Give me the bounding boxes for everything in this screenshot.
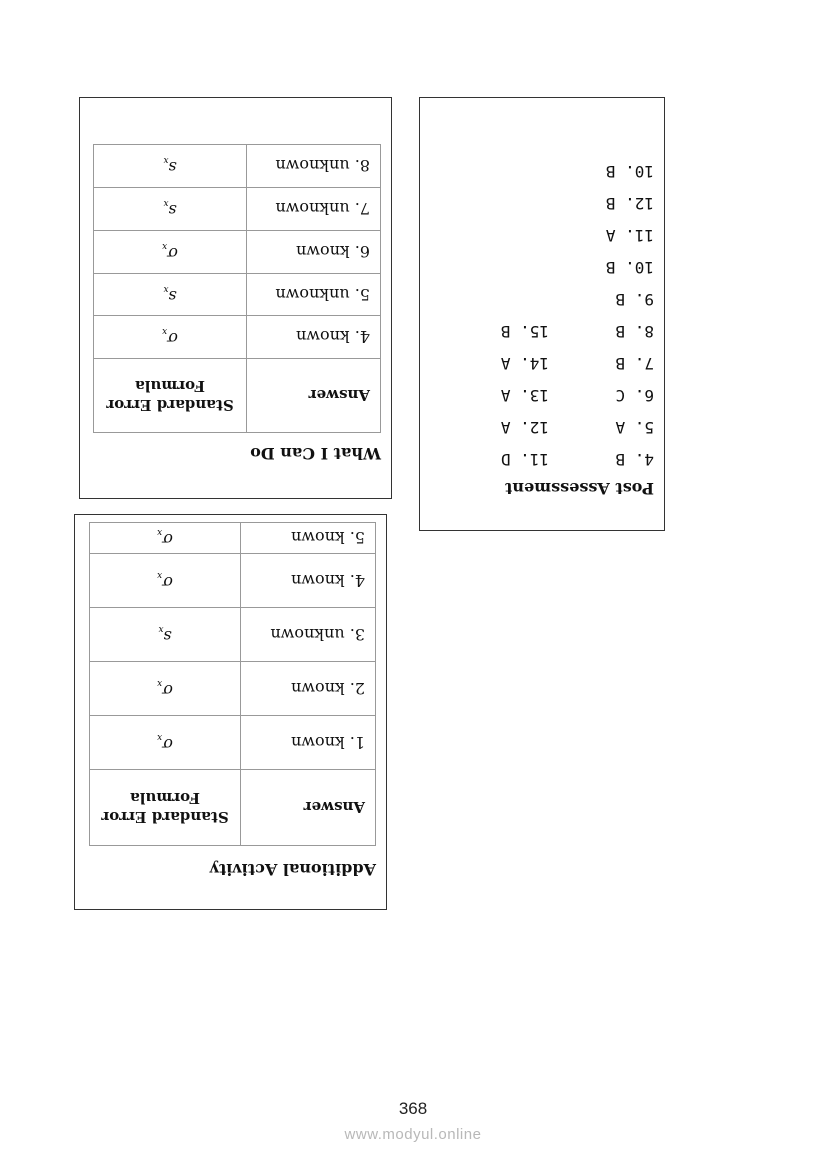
- what-i-can-do-content: [80, 98, 391, 498]
- table-row: [94, 145, 381, 188]
- answer-cell: 3. unknown: [241, 608, 376, 662]
- formula-cell: [94, 188, 247, 231]
- formula-symbol: σ: [162, 680, 173, 700]
- answer-left: 4. B: [615, 450, 654, 469]
- post-assessment-content: [420, 98, 664, 530]
- answer-left: 5. A: [615, 418, 654, 437]
- table-row: [90, 554, 376, 608]
- formula-symbol: s: [168, 158, 177, 178]
- formula-symbol: s: [168, 286, 177, 306]
- formula-cell: [94, 145, 247, 188]
- formula-symbol: σ: [162, 734, 173, 754]
- formula-subscript: x: [162, 240, 168, 251]
- formula-symbol: s: [163, 626, 172, 646]
- table-header-row: [94, 359, 381, 433]
- answer-left: 9. B: [615, 290, 654, 309]
- formula-subscript: x: [163, 154, 169, 165]
- formula-subscript: x: [157, 677, 163, 688]
- answer-line: [615, 290, 654, 309]
- formula-subscript: x: [158, 623, 164, 634]
- answer-header: Answer: [241, 770, 376, 846]
- what-i-can-do-title: What I Can Do: [250, 444, 381, 463]
- formula-symbol: σ: [167, 329, 178, 349]
- answer-cell: 4. known: [247, 316, 381, 359]
- table-row: [94, 316, 381, 359]
- answer-left: 12. B: [605, 194, 654, 213]
- table-row: [94, 231, 381, 274]
- additional-activity-table: [89, 522, 376, 846]
- answer-left: 8. B: [615, 322, 654, 341]
- answer-left: 6. C: [615, 386, 654, 405]
- formula-subscript: x: [157, 526, 163, 537]
- answer-left: 10. B: [605, 258, 654, 277]
- formula-subscript: x: [163, 283, 169, 294]
- formula-subscript: x: [163, 197, 169, 208]
- formula-cell: [90, 523, 241, 554]
- formula-symbol: σ: [162, 530, 173, 550]
- additional-activity-box: [74, 514, 387, 910]
- answer-cell: 6. known: [247, 231, 381, 274]
- answer-cell: 7. unknown: [247, 188, 381, 231]
- formula-cell: [90, 608, 241, 662]
- formula-cell: [90, 662, 241, 716]
- table-row: [90, 608, 376, 662]
- answer-line: [606, 162, 654, 181]
- formula-symbol: σ: [167, 244, 178, 264]
- answer-cell: 4. known: [241, 554, 376, 608]
- table-row: [90, 523, 376, 554]
- formula-header: Standard Error Formula: [94, 359, 247, 433]
- page-number: 368: [398, 1099, 428, 1118]
- formula-cell: [94, 231, 247, 274]
- watermark: www.modyul.online: [344, 1126, 482, 1143]
- answer-left: 7. B: [615, 354, 654, 373]
- answer-line: [606, 226, 654, 245]
- answer-line: [606, 194, 654, 213]
- answer-cell: 1. known: [241, 716, 376, 770]
- answer-header: Answer: [247, 359, 381, 433]
- formula-cell: [90, 554, 241, 608]
- answer-right: 12. A: [500, 418, 549, 437]
- table-row: [94, 188, 381, 231]
- formula-subscript: x: [162, 325, 168, 336]
- answer-right: 14. A: [500, 354, 549, 373]
- answer-line: [500, 450, 654, 469]
- what-i-can-do-table: [93, 144, 381, 433]
- answer-left: 11. A: [605, 226, 654, 245]
- answer-right: 11. D: [500, 450, 549, 469]
- answer-line: [606, 258, 654, 277]
- answer-line: [500, 418, 654, 437]
- answer-left: 10. B: [605, 162, 654, 181]
- answer-right: 13. A: [500, 386, 549, 405]
- answer-cell: 8. unknown: [247, 145, 381, 188]
- table-row: [90, 716, 376, 770]
- additional-activity-content: [75, 515, 386, 909]
- what-i-can-do-box: [79, 97, 392, 499]
- post-assessment-box: [419, 97, 665, 531]
- formula-symbol: s: [168, 201, 177, 221]
- post-assessment-title: Post Assessment: [505, 479, 654, 498]
- answer-cell: 5. known: [241, 523, 376, 554]
- formula-symbol: σ: [162, 572, 173, 592]
- answer-cell: 2. known: [241, 662, 376, 716]
- answer-line: [500, 354, 654, 373]
- answer-right: 15. B: [500, 322, 549, 341]
- formula-header: Standard Error Formula: [90, 770, 241, 846]
- table-row: [90, 662, 376, 716]
- additional-activity-title: Additional Activity: [209, 860, 376, 879]
- formula-subscript: x: [157, 731, 163, 742]
- answer-line: [500, 386, 654, 405]
- formula-cell: [94, 316, 247, 359]
- table-row: [94, 274, 381, 316]
- formula-subscript: x: [157, 569, 163, 580]
- answer-cell: 5. unknown: [247, 274, 381, 316]
- formula-cell: [90, 716, 241, 770]
- table-header-row: [90, 770, 376, 846]
- answer-line: [500, 322, 654, 341]
- formula-cell: [94, 274, 247, 316]
